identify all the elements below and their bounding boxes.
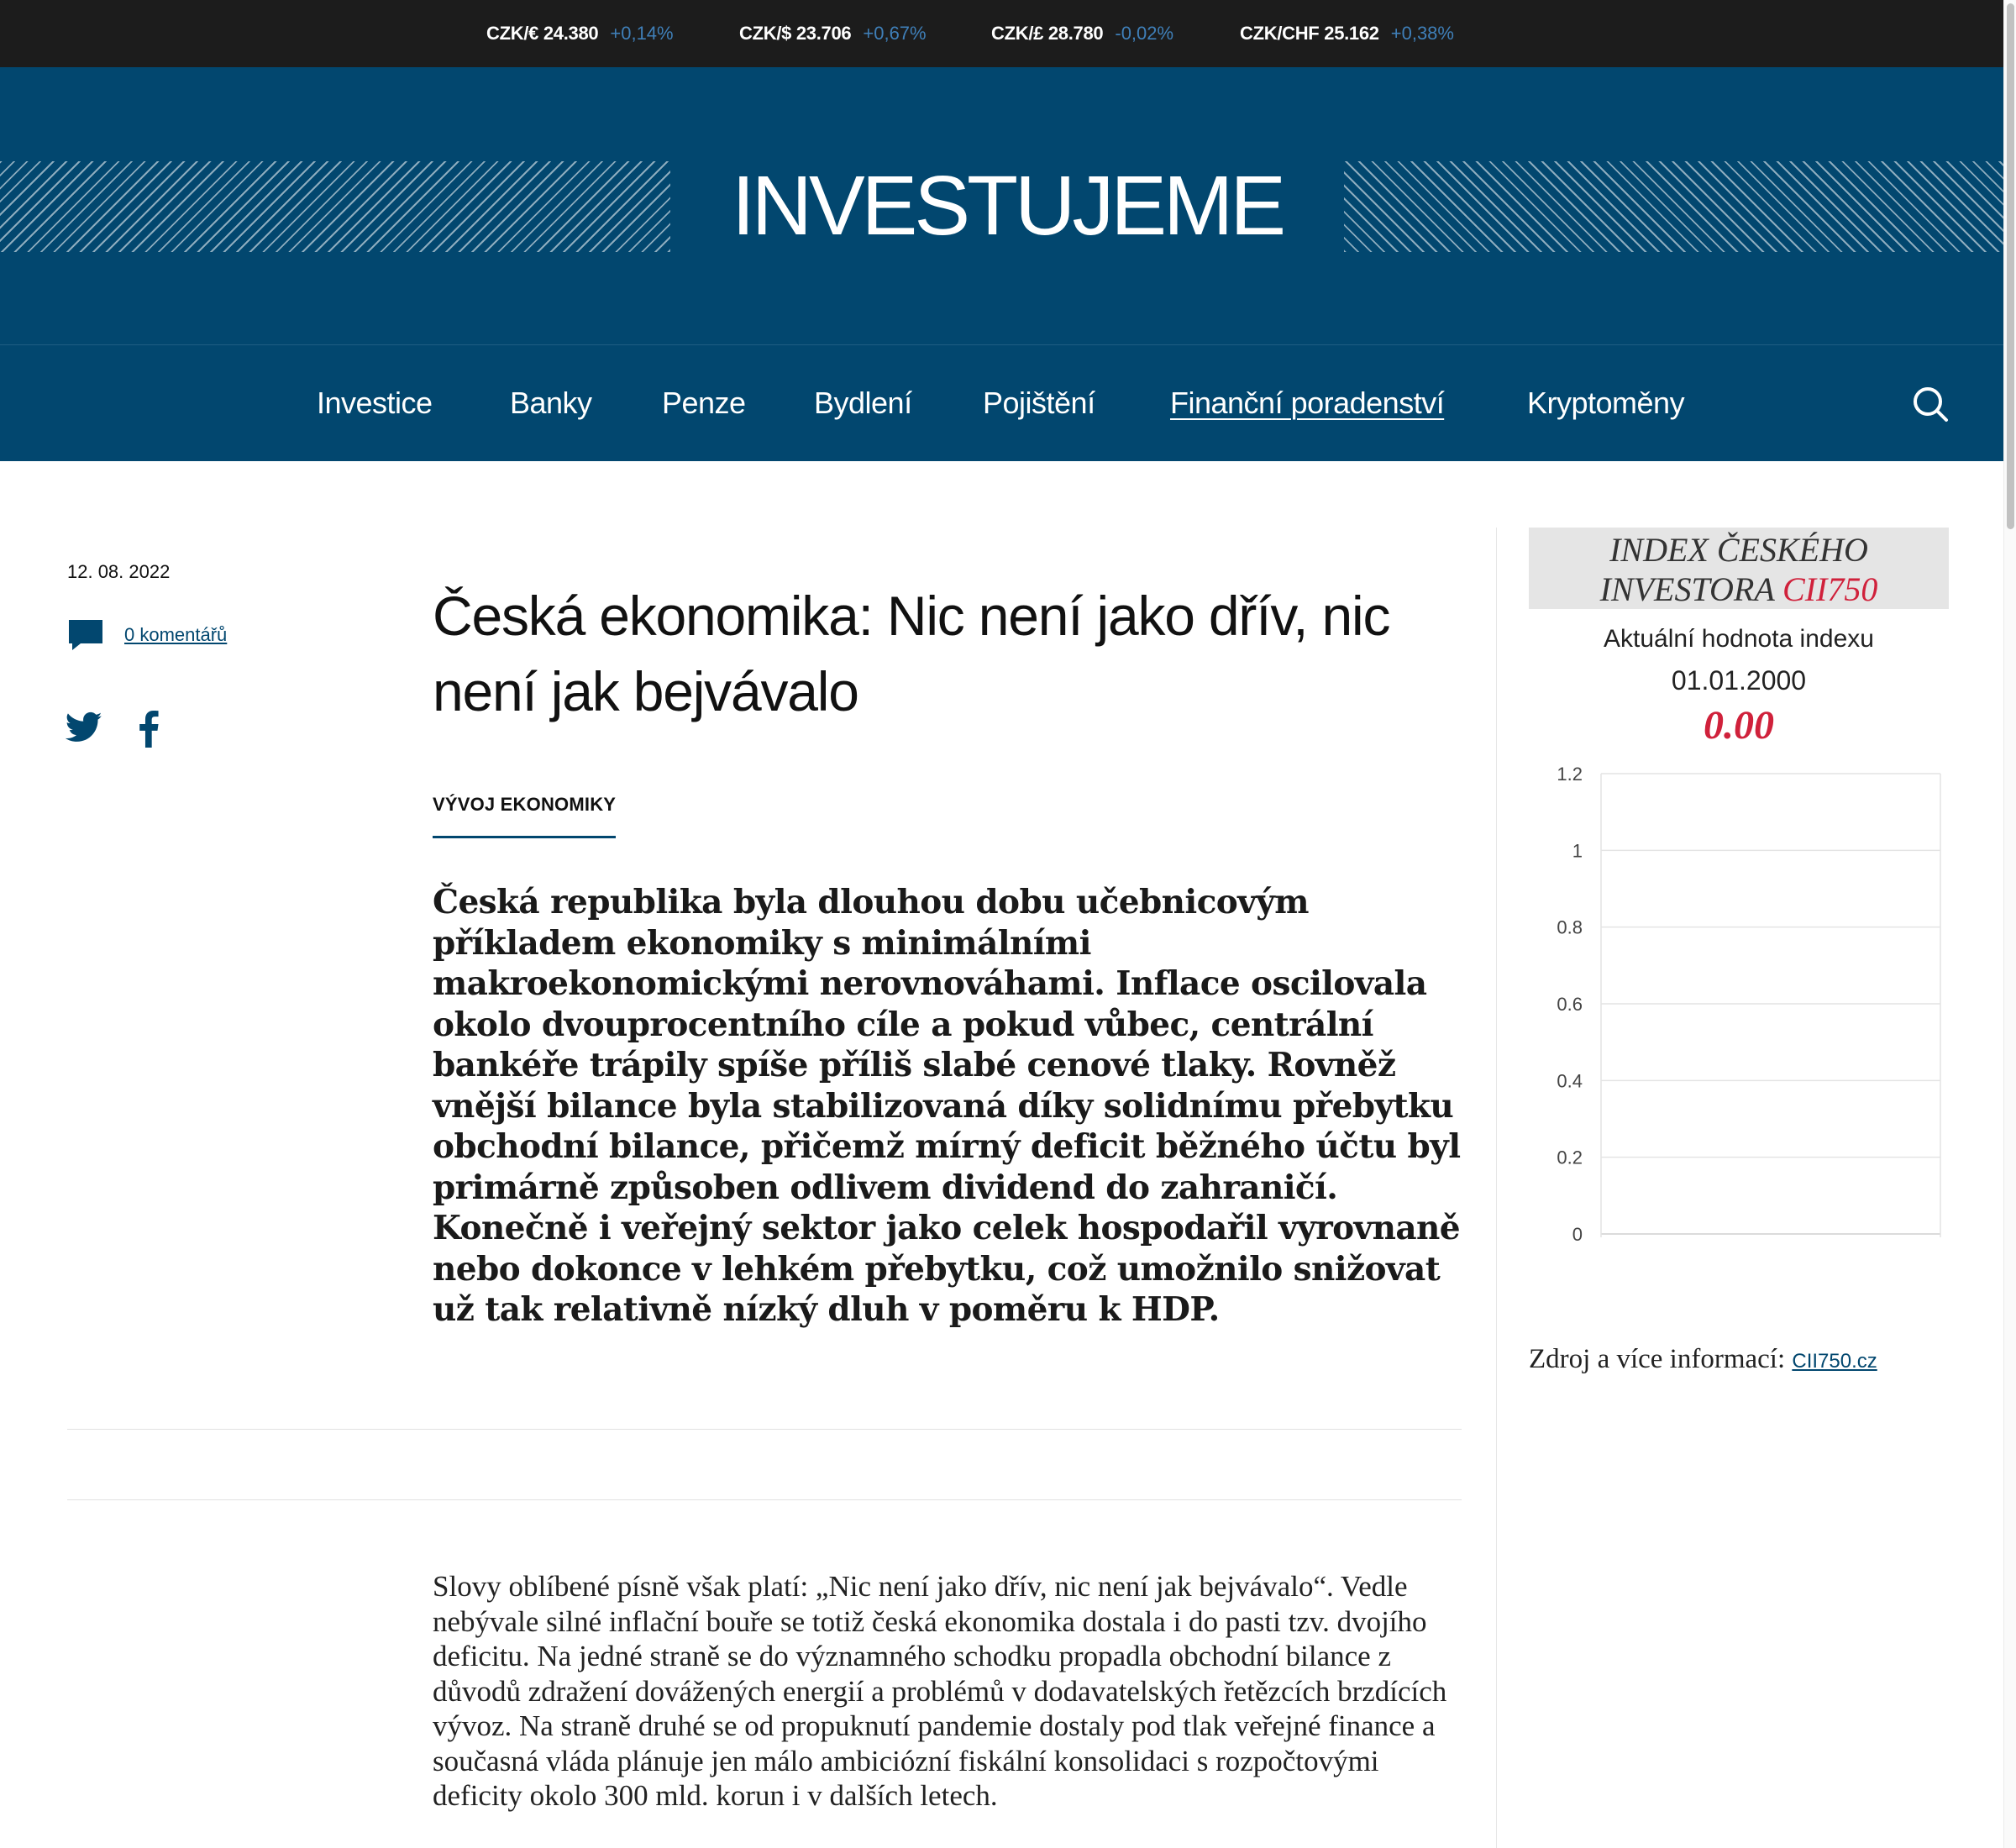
ticker-item-gbp [991,0,1173,67]
scrollbar-thumb[interactable] [2007,3,2014,529]
facebook-icon[interactable] [136,711,161,748]
sidebar-divider [1496,528,1497,1848]
ticker-pair: CZK/$ 23.706 [739,23,852,44]
index-title: INDEX ČESKÉHO INVESTORA [1599,531,1868,608]
index-value-date: 01.01.2000 [1671,665,1807,696]
index-value: 0.00 [1704,703,1774,748]
ticker-item-chf [1240,0,1454,67]
chart-y-tick-label: 0.6 [1557,994,1583,1015]
source-label: Zdroj a více informací: [1529,1344,1786,1374]
chart-y-tick-label: 0 [1572,1224,1583,1245]
currency-ticker [0,0,2016,67]
ticker-change: +0,67% [863,23,927,44]
chart-y-tick-label: 0.2 [1557,1147,1583,1168]
comment-icon [67,618,104,652]
nav-item-banky[interactable]: Banky [510,386,592,420]
article-date: 12. 08. 2022 [67,561,171,582]
divider [67,1499,1462,1500]
header-pattern-right [1344,161,2003,252]
comments-link-row[interactable] [67,618,227,652]
ticker-pair: CZK/£ 28.780 [991,23,1104,44]
site-header [0,67,2003,344]
chart-y-tick-label: 0.4 [1557,1070,1583,1092]
source-link[interactable]: CII750.cz [1792,1350,1877,1373]
index-chart [1529,756,1949,1260]
nav-item-pojisteni[interactable]: Pojištění [983,386,1095,420]
index-code: CII750 [1782,570,1878,608]
nav-item-financni-poradenstvi[interactable]: Finanční poradenství [1170,386,1445,420]
article-lead: Česká republika byla dlouhou dobu učebnicovým příkladem ekonomiky s minimálními makroekonomickými nerovnováhami. Inflace oscilovala okolo dvouprocentního cíle a pokud vůbec, centrální bankéře trápily spíše příliš slabé cenové tlaky. Rovněž vnější bilance byla stabilizovaná díky solidnímu přebytku obchodní bilance, přičemž mírný deficit běžného účtu byl primárně způsoben odlivem dividend do zahraničí. Konečně i veřejný sektor jako celek hospodařil vyrovnaně nebo dokonce v lehkém přebytku, což umožnilo snižovat už tak relativně nízký dluh v poměru k HDP. [433,883,1461,1329]
ticker-change: +0,38% [1390,23,1454,44]
comments-link[interactable]: 0 komentářů [124,624,228,645]
nav-item-penze[interactable]: Penze [662,386,746,420]
article-title: Česká ekonomika: Nic není jako dřív, nic není jak bejvávalo [433,585,1390,722]
chart-y-tick-label: 1.2 [1557,764,1583,785]
ticker-pair: CZK/CHF 25.162 [1240,23,1379,44]
ticker-change: +0,14% [610,23,674,44]
site-logo[interactable]: INVESTUJEME [731,159,1284,253]
chart-y-tick-label: 1 [1572,840,1583,862]
twitter-icon[interactable] [66,711,102,744]
index-value-label: Aktuální hodnota indexu [1604,625,1874,653]
source-info [1529,1344,1877,1375]
ticker-item-eur [486,0,674,67]
main-nav [0,345,2003,461]
divider [67,1429,1462,1430]
nav-item-kryptomeny[interactable]: Kryptoměny [1527,386,1685,420]
nav-item-investice[interactable]: Investice [317,386,433,420]
header-pattern-left [0,161,670,252]
page-scrollbar[interactable] [2003,0,2016,1848]
chart-y-tick-label: 0.8 [1557,916,1583,938]
ticker-change: -0,02% [1115,23,1174,44]
index-widget-title [1529,528,1949,609]
search-icon[interactable] [1912,386,1949,423]
ticker-pair: CZK/€ 24.380 [486,23,599,44]
nav-item-bydleni[interactable]: Bydlení [814,386,912,420]
ticker-item-usd [739,0,927,67]
article-body-paragraph: Slovy oblíbené písně však platí: „Nic není jako dřív, nic není jak bejvávalo“. Vedle nebývale silné inflační bouře se totiž česká ekonomika dostala i do pasti tzv. dvojího deficitu. Na jedné straně se do významného schodku propadla obchodní bilance z důvodů zdražení dovážených energií a problémů v dodavatelských řetězcích brzdících vývoz. Na straně druhé se od propuknutí pandemie dostaly pod tlak veřejné finance a současná vláda plánuje jen málo ambiciózní fiskální konsolidaci s rozpočtovými deficity okolo 300 mld. korun i v dalších letech. [433,1570,1447,1812]
article-category-link[interactable]: VÝVOJ EKONOMIKY [433,794,616,838]
